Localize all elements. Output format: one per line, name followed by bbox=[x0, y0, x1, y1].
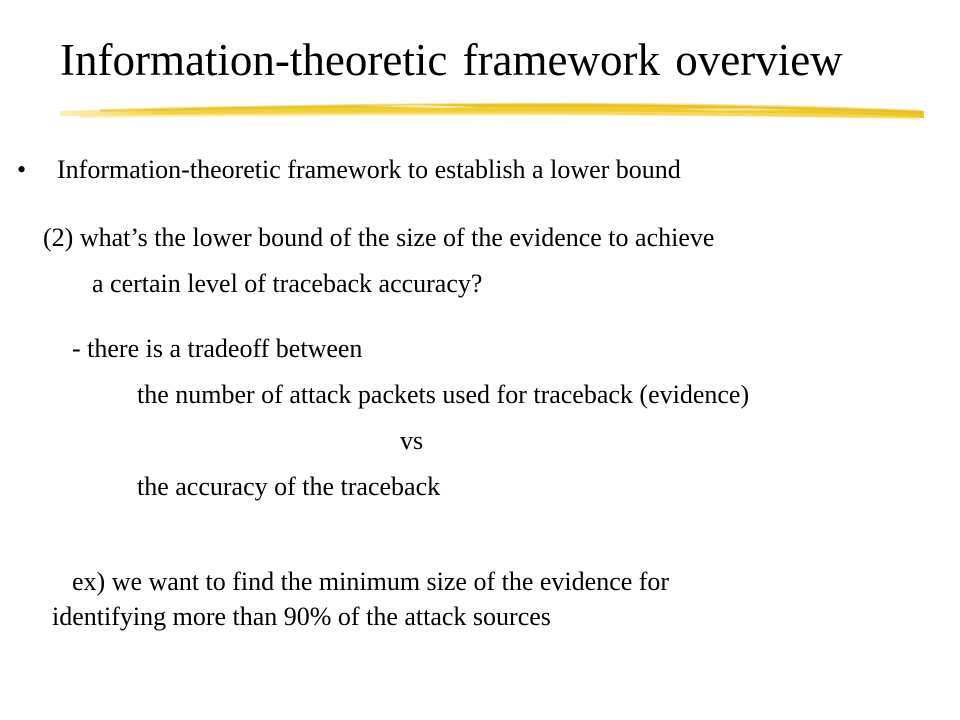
question-line-2: a certain level of traceback accuracy? bbox=[92, 269, 483, 298]
question-line-1: (2) what’s the lower bound of the size of the evidence to achieve bbox=[43, 223, 715, 252]
tradeoff-intro: - there is a tradeoff between bbox=[72, 334, 363, 363]
title-underline-brush bbox=[60, 97, 924, 131]
tradeoff-item-evidence: the number of attack packets used for traceback (evidence) bbox=[137, 380, 750, 409]
bullet-point-icon: • bbox=[17, 155, 27, 184]
example-line-2: identifying more than 90% of the attack sources bbox=[52, 602, 551, 631]
example-line-1: ex) we want to find the minimum size of the evidence for bbox=[72, 567, 670, 596]
bullet-text: Information-theoretic framework to establish a lower bound bbox=[57, 155, 681, 184]
slide-title: Information-theoretic framework overview bbox=[60, 35, 843, 85]
tradeoff-item-accuracy: the accuracy of the traceback bbox=[137, 472, 441, 501]
tradeoff-versus: vs bbox=[400, 426, 424, 455]
